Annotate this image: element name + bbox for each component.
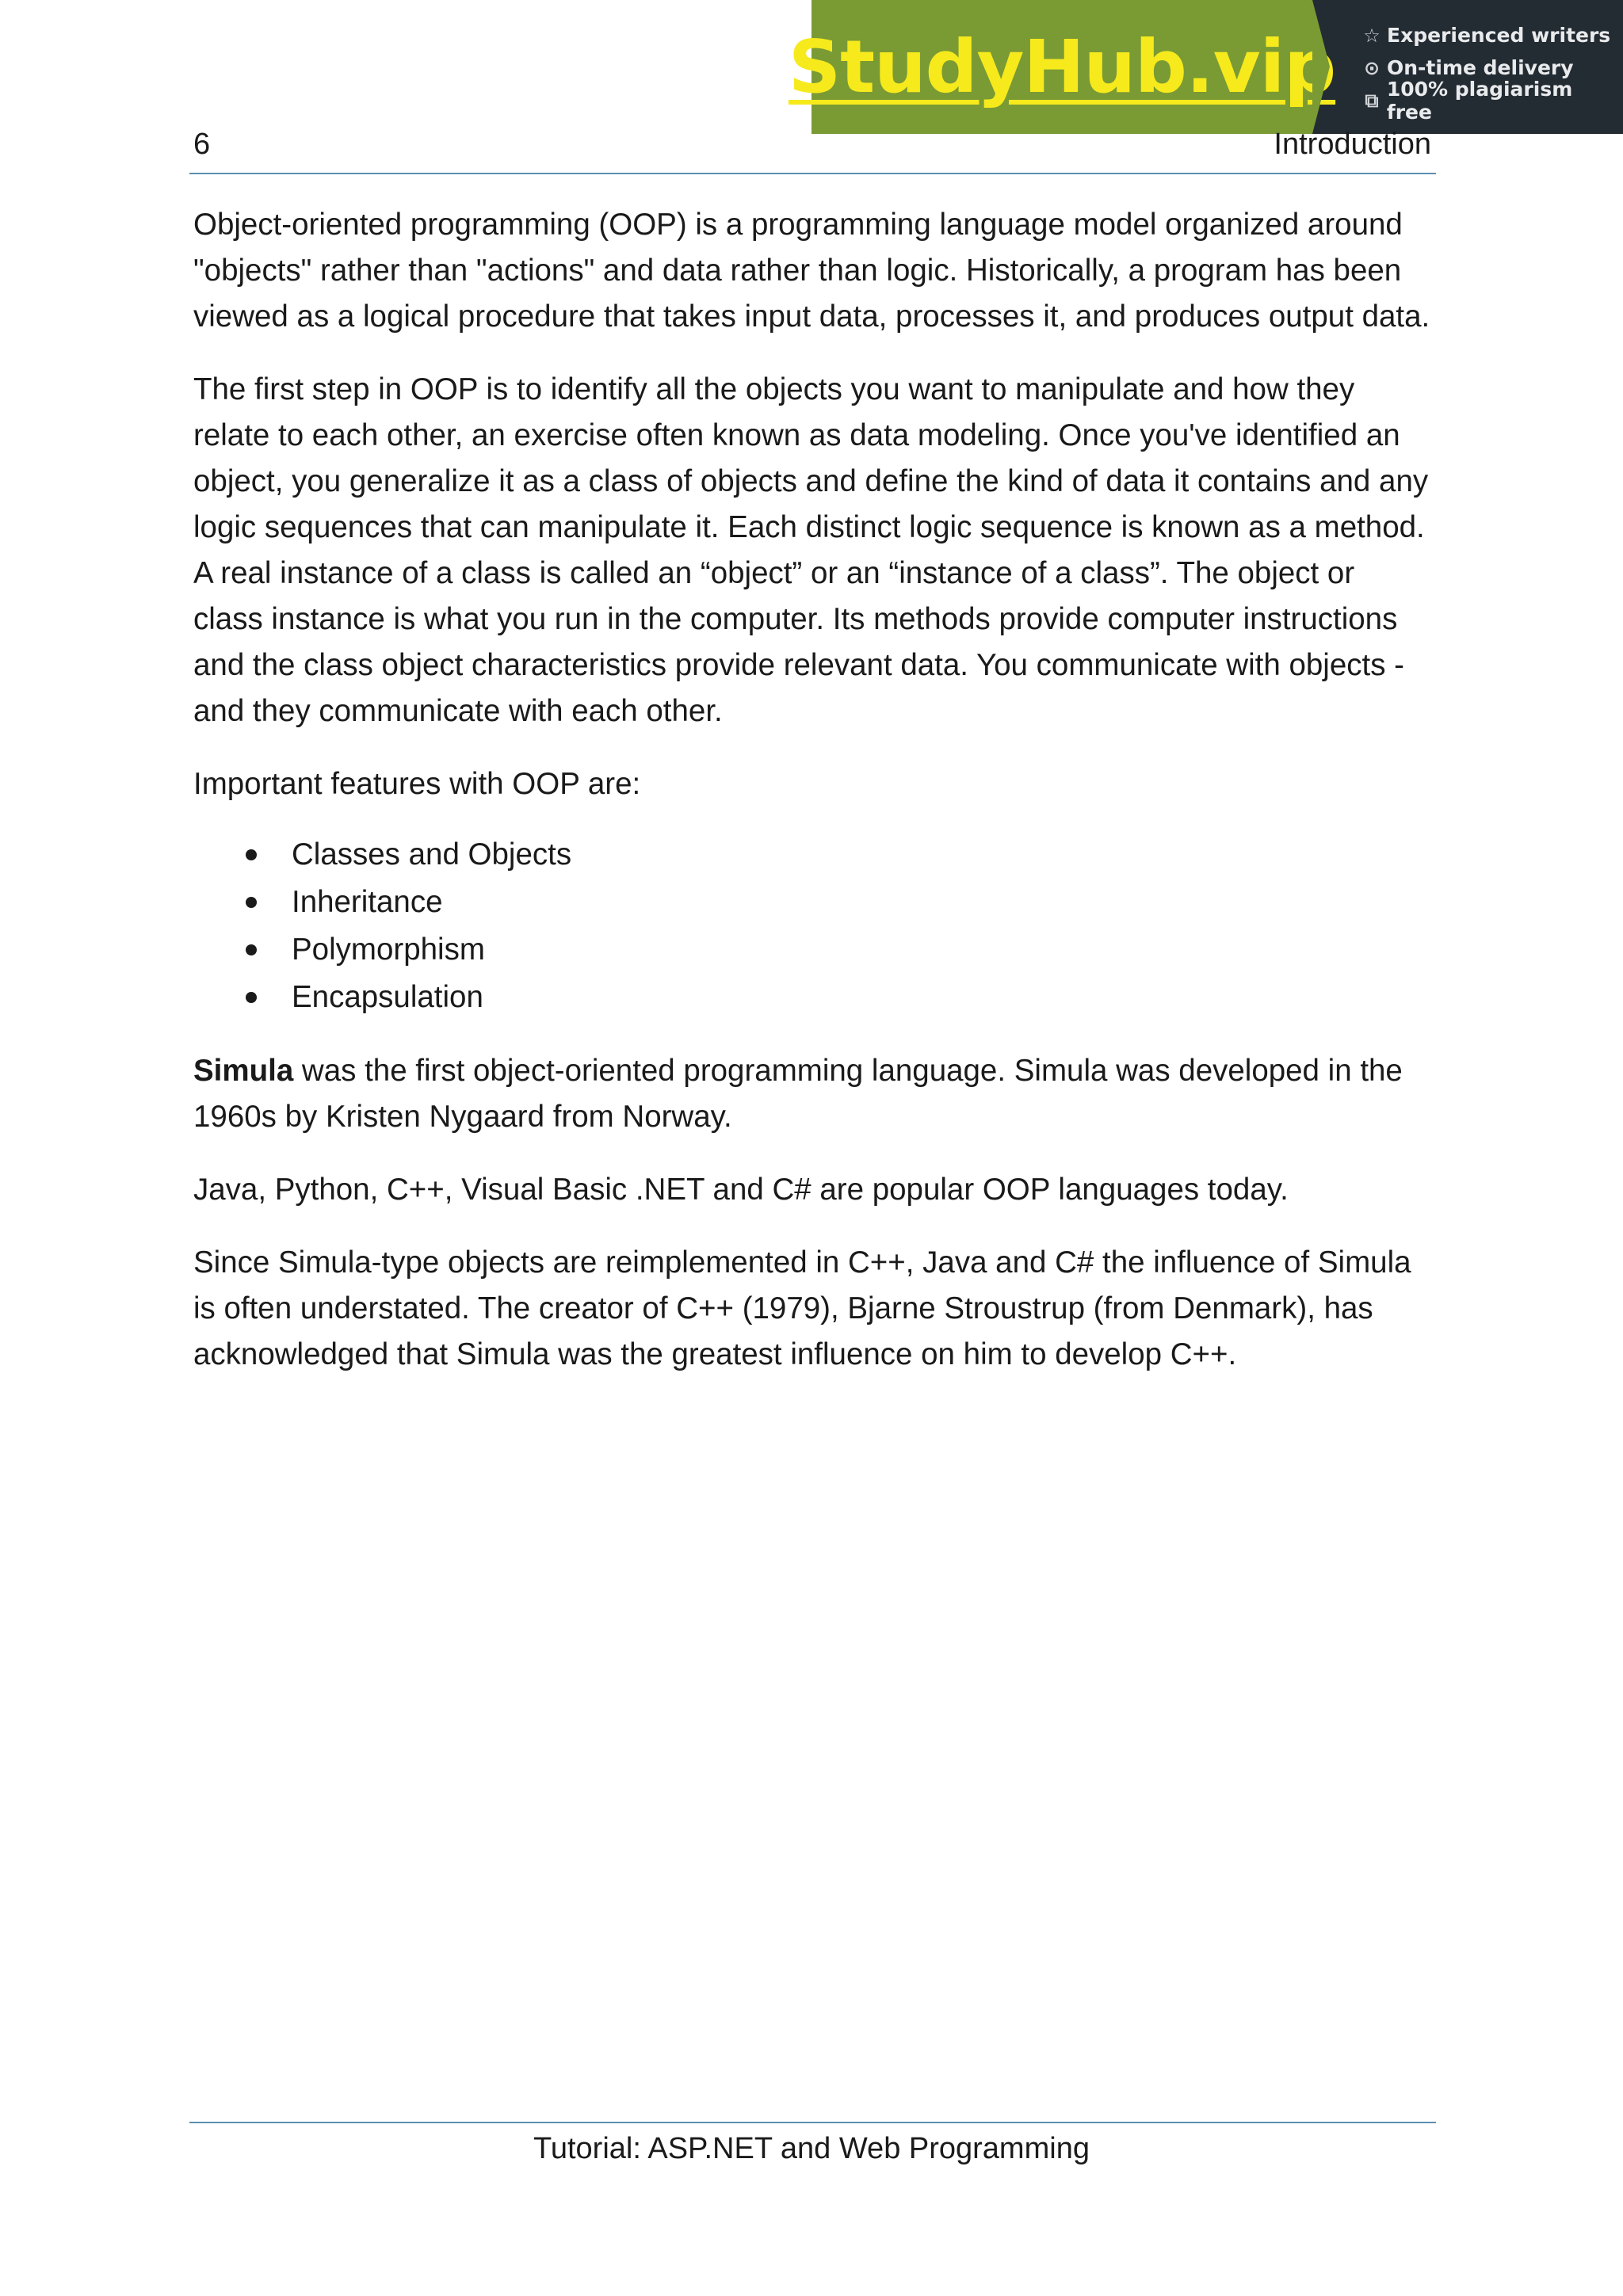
list-item: Inheritance: [193, 879, 1431, 926]
feature-label: Experienced writers: [1387, 24, 1611, 47]
header-rule: [189, 173, 1436, 174]
paragraph-simula: [193, 1048, 1431, 1140]
studyhub-logo[interactable]: [788, 0, 1336, 134]
list-item: Polymorphism: [193, 926, 1431, 974]
banner-features: [1312, 0, 1623, 134]
paragraph-features-intro: Important features with OOP are:: [193, 767, 641, 801]
banner-arrow-shape: [1312, 0, 1330, 134]
paragraph-simula-influence: Since Simula-type objects are reimplemented in C++, Java and C# the influence of Simula is often understated. The creator of C++ (1979), Bjarne Stroustrup (from Denmark), has acknowledged that Simula was the greatest influence on him to develop C++.: [193, 1245, 1411, 1371]
logo-text: StudyHub.vip: [788, 25, 1336, 109]
footer-rule: [189, 2122, 1436, 2123]
feature-experienced-writers: [1361, 19, 1623, 51]
feature-label: 100% plagiarism free: [1386, 77, 1573, 124]
paragraph-popular-languages: Java, Python, C++, Visual Basic .NET and C# are popular OOP languages today.: [193, 1173, 1289, 1207]
list-item: Encapsulation: [193, 974, 1431, 1021]
feature-label: On-time delivery: [1387, 56, 1574, 79]
star-icon: ☆: [1363, 24, 1381, 47]
page-footer: Tutorial: ASP.NET and Web Programming: [533, 2132, 1090, 2165]
clock-icon: ⊙: [1363, 56, 1381, 79]
list-item: Classes and Objects: [193, 831, 1431, 879]
simula-bold: Simula: [193, 1054, 294, 1088]
feature-list: [193, 831, 1431, 1021]
feature-plagiarism-free: [1361, 77, 1623, 124]
studyhub-banner[interactable]: [788, 0, 1623, 134]
page-body: [193, 202, 1431, 1405]
paragraph-oop-definition: Object-oriented programming (OOP) is a programming language model organized around "objects" rather than "actions" and data rather than logic. Historically, a program has been viewed as a logical procedure that takes input data, processes it, and produces output data.: [193, 208, 1430, 334]
running-head: Introduction: [1274, 128, 1431, 161]
paragraph-oop-first-step: The first step in OOP is to identify all the objects you want to manipulate and how they relate to each other, an exercise often known as data modeling. Once you've identified an object, you generalize it as a class of objects and define the kind of data it contains and any logic sequences that can manipulate it. Each distinct logic sequence is known as a method. A real instance of a class is called an “object” or an “instance of a class”. The object or class instance is what you run in the computer. Its methods provide computer instructions and the class object characteristics provide relevant data. You communicate with objects - and they communicate with each other.: [193, 372, 1429, 728]
page-number: 6: [193, 128, 211, 161]
copy-icon: ⧉: [1365, 89, 1379, 112]
simula-text: was the first object-oriented programming language. Simula was developed in the 1960s by Kristen Nygaard from Norway.: [193, 1054, 1403, 1134]
